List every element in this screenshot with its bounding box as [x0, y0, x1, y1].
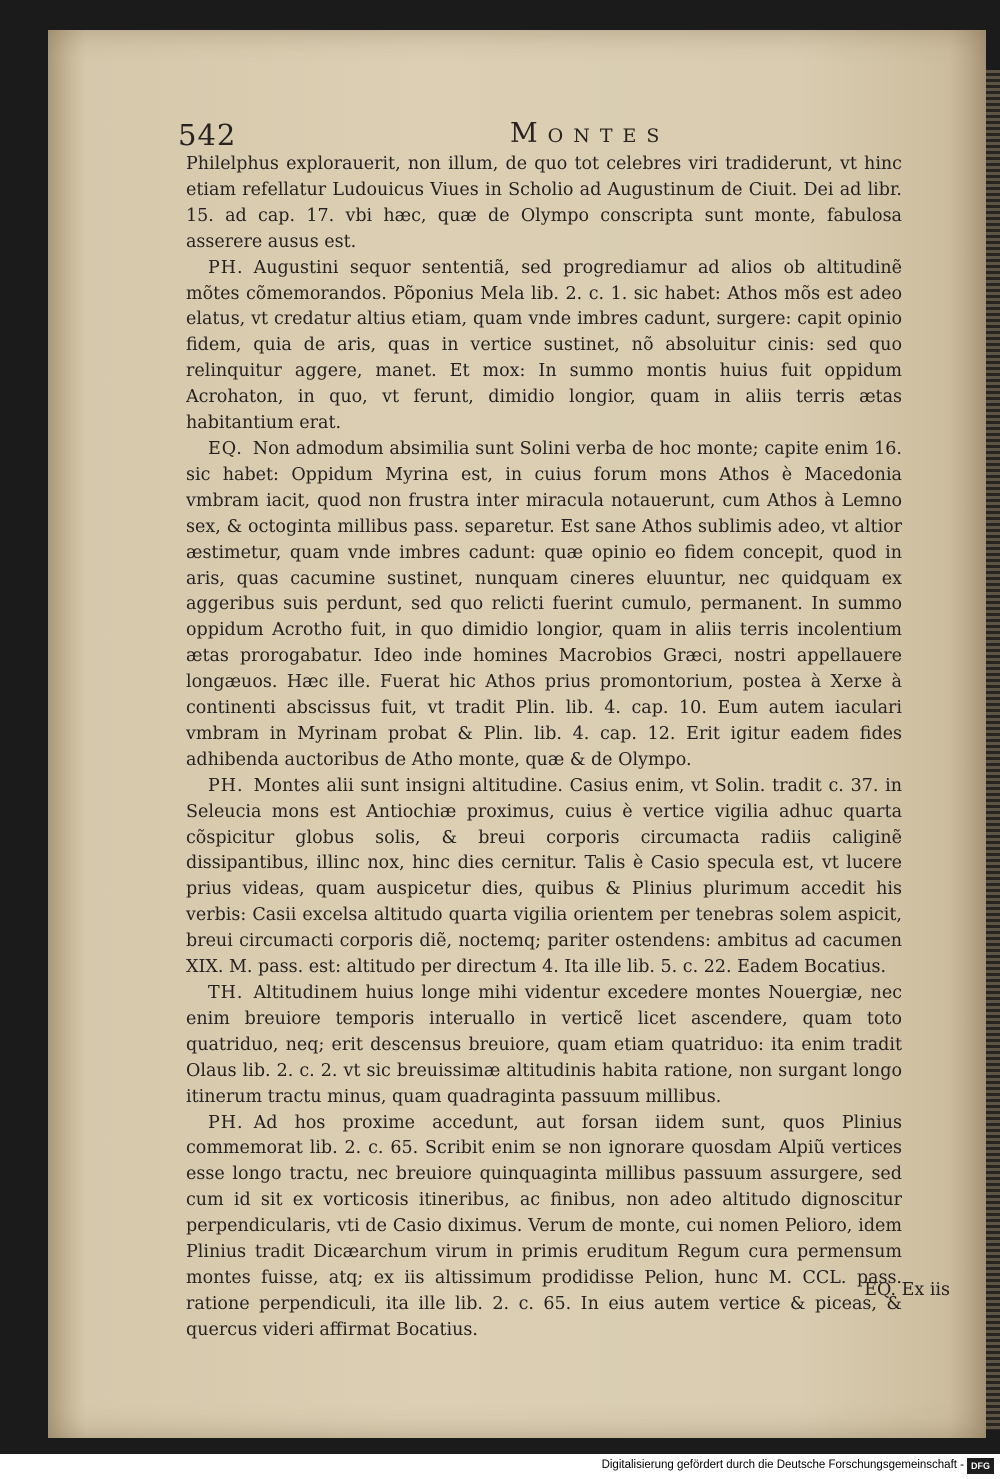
running-head: Montes	[510, 118, 670, 149]
paragraph	[186, 152, 902, 256]
digitization-footer	[0, 1454, 1000, 1479]
funding-credit: Digitalisierung gefördert durch die Deutsche Forschungsgemeinschaft -	[601, 1459, 964, 1471]
catchword: EQ. Ex iis	[864, 1280, 950, 1300]
paragraph-text: Montes alii sunt insigni altitudine. Casius enim, vt Solin. tradit c. 37. in Seleucia mons est Antiochiæ proximus, cuius è vertice vigilia adhuc quarta cõspicitur globus solis, & breui corporis circumacta radiis caliginẽ dissipantibus, illinc nox, hinc dies cernitur. Talis è Casio specula est, vt lucere prius videas, quam auspicetur dies, quibus & Plinius plurimum accedit his verbis: Casii excelsa altitudo quarta vigilia orientem per tenebras solem aspicit, breui circumacti corporis diẽ, noctemq; pariter ostendens: ambitus ad cacumen XIX. M. pass. est: altitudo per directum 4. Ita ille lib. 5. c. 22. Eadem Bocatius.	[186, 775, 902, 978]
paragraph	[186, 981, 902, 1111]
paragraph	[186, 1111, 902, 1344]
paragraph	[186, 437, 902, 774]
speaker-label: EQ.	[208, 438, 243, 459]
speaker-label: PH.	[208, 775, 244, 796]
paragraph	[186, 256, 902, 437]
page-edge	[986, 70, 1000, 1430]
paragraph-text: Augustini sequor sententiã, sed progrediamur ad alios ob altitudinẽ mõtes cõmemorandos. Põponius Mela lib. 2. c. 1. sic habet: Athos mõs est adeo elatus, vt credatur altius etiam, quam vnde imbres cadunt, surgere: capit opinio fidem, quia de aris, quas in vertice sustinet, nõ absoluitur cinis: sed quo relinquitur aggere, manet. Et mox: In summo montis huius fuit oppidum Acrohaton, in quo, vt ferunt, dimidio longior, quam in aliis terris ætas habitantium erat.	[186, 257, 902, 434]
dfg-logo: DFG	[967, 1458, 994, 1474]
paragraph-text: Altitudinem huius longe mihi videntur excedere montes Nouergiæ, nec enim breuiore temporis interuallo in verticẽ licet ascendere, quam toto quatriduo, neq; erit descensus breuiore, quam etiam quatriduo: ita enim tradit Olaus lib. 2. c. 2. vt sic breuissimæ altitudinis habita ratione, non surgant longo itinerum tractu minus, quam quadraginta passuum millibus.	[186, 983, 902, 1107]
paragraph	[186, 774, 902, 981]
page-number: 542	[178, 118, 237, 152]
speaker-label: TH.	[208, 983, 244, 1003]
page-header	[178, 118, 670, 152]
speaker-label: PH.	[208, 257, 244, 278]
speaker-label: PH.	[208, 1112, 244, 1133]
paragraph-text: Ad hos proxime accedunt, aut forsan iidem sunt, quos Plinius commemorat lib. 2. c. 65. Scribit enim se non ignorare quosdam Alpiũ vertices esse longo tractu, nec breuiore quinquaginta millibus passuum assurgere, sed cum id sit ex vorticosis itineribus, ac finibus, non adeo altitudo dignoscitur perpendicularis, vti de Casio diximus. Verum de monte, cui nomen Pelioro, idem Plinius tradit Dicæarchum virum in primis eruditum Regum cura permensum montes fuisse, atq; ex iis altissimum prodidisse Pelion, hunc M. CCL. pass. ratione perpendiculi, ita ille lib. 2. c. 65. In eius autem vertice & piceas, & quercus videri affirmat Bocatius.	[186, 1112, 902, 1340]
paragraph-text: Philelphus explorauerit, non illum, de quo tot celebres viri tradiderunt, vt hinc etiam refellatur Ludouicus Viues in Scholio ad Augustinum de Ciuit. Dei ad libr. 15. ad cap. 17. vbi hæc, quæ de Olympo conscripta sunt monte, fabulosa asserere ausus est.	[186, 154, 902, 252]
paragraph-text: Non admodum absimilia sunt Solini verba de hoc monte; capite enim 16. sic habet: Oppidum Myrina est, in cuius forum mons Athos è Macedonia vmbram iacit, quod non frustra inter miracula notauerunt, cum Athos à Lemno sex, & octoginta millibus pass. separetur. Est sane Athos sublimis adeo, vt altior æstimetur, quam vnde imbres cadunt: quæ opinio eo fidem concepit, quod in aris, quas cacumine sustinet, nunquam cineres eluuntur, nec quidquam ex aggeribus suis perdunt, sed quo relicti fuerint cumulo, permanent. In summo oppidum Acrotho fuit, in quo dimidio longior, quam in aliis terris incolentium ætas prorogabatur. Ideo inde homines Macrobios Græci, nostri appellauere longæuos. Hæc ille. Fuerat hic Athos prius promontorium, postea à Xerxe à continenti abscissus fuit, vt tradit Plin. lib. 4. cap. 10. Eum autem iaculari vmbram in Myrinam probat & Plin. lib. 4. cap. 12. Erit igitur eadem fides adhibenda auctoribus de Atho monte, quæ & de Olympo.	[186, 438, 902, 770]
body-text	[186, 152, 902, 1344]
